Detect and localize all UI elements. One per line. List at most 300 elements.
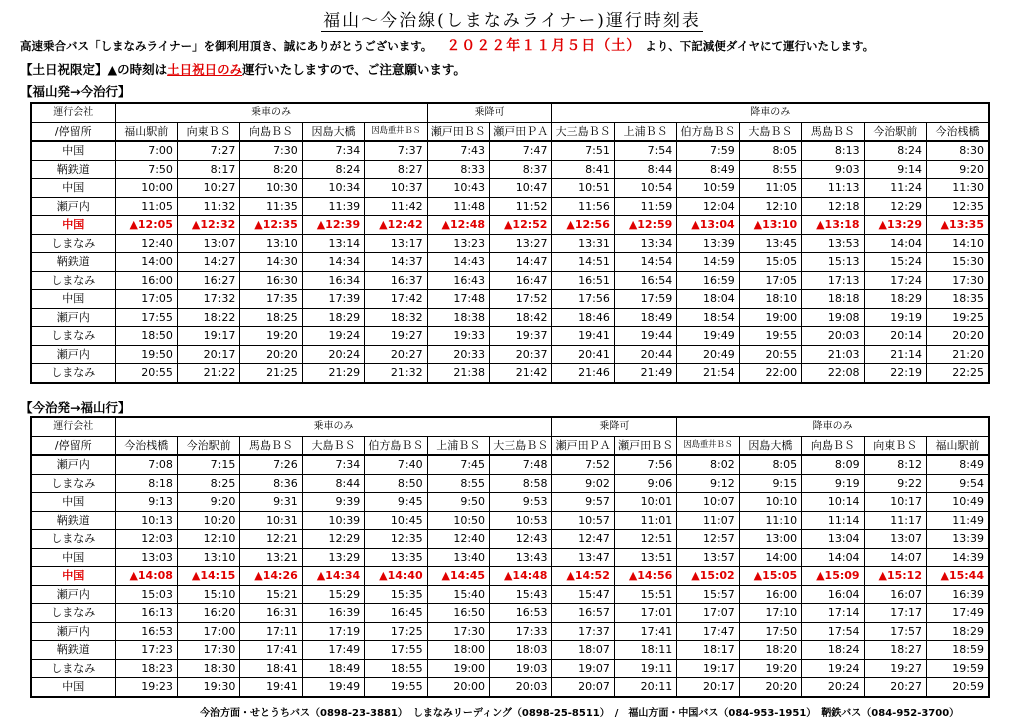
time-cell: 15:21	[240, 585, 302, 604]
time-cell: 11:14	[802, 511, 864, 530]
time-cell: 17:48	[427, 290, 489, 309]
time-cell: 13:04	[802, 530, 864, 549]
time-cell: 17:54	[802, 622, 864, 641]
time-cell: 20:07	[552, 678, 614, 697]
time-cell: 18:41	[240, 659, 302, 678]
time-cell: 18:11	[614, 641, 676, 660]
intro-before: 高速乗合バス「しまなみライナー」を御利用頂き、誠にありがとうございます。	[20, 39, 433, 53]
time-cell: 14:10	[926, 234, 989, 253]
company-cell: 中国	[31, 493, 115, 512]
time-cell: ▲15:44	[926, 567, 989, 586]
time-cell: ▲12:32	[177, 216, 239, 235]
time-cell: 20:20	[926, 327, 989, 346]
time-cell: 17:10	[739, 604, 801, 623]
time-cell: 15:05	[739, 253, 801, 272]
time-cell: 10:43	[427, 179, 489, 198]
intro-after: より、下記減便ダイヤにて運行いたします。	[645, 39, 875, 53]
company-cell: 中国	[31, 548, 115, 567]
table-row	[31, 585, 989, 604]
notice-prefix: 【土日祝限定】▲の時刻は	[20, 62, 168, 77]
time-cell: 16:27	[177, 271, 239, 290]
company-cell: 中国	[31, 179, 115, 198]
time-cell: ▲12:39	[302, 216, 364, 235]
time-cell: ▲14:48	[490, 567, 552, 586]
time-cell: ▲13:29	[864, 216, 926, 235]
company-cell: 鞆鉄道	[31, 160, 115, 179]
time-cell: 12:47	[552, 530, 614, 549]
time-cell: 19:00	[427, 659, 489, 678]
time-cell: 8:58	[490, 474, 552, 493]
time-cell: 12:35	[365, 530, 427, 549]
company-cell: 瀬戸内	[31, 197, 115, 216]
company-cell: 瀬戸内	[31, 345, 115, 364]
time-cell: 17:11	[240, 622, 302, 641]
time-cell: 21:32	[365, 364, 427, 383]
time-cell: 16:34	[302, 271, 364, 290]
stop-name: 伯方島ＢＳ	[365, 436, 427, 455]
time-cell: 13:29	[302, 548, 364, 567]
time-cell: 18:49	[614, 308, 676, 327]
time-cell: ▲14:34	[302, 567, 364, 586]
time-cell: 10:20	[177, 511, 239, 530]
time-cell: 16:50	[427, 604, 489, 623]
time-cell: 15:43	[490, 585, 552, 604]
company-cell: 中国	[31, 678, 115, 697]
time-cell: 17:55	[365, 641, 427, 660]
time-cell: 16:47	[490, 271, 552, 290]
time-cell: 14:04	[864, 234, 926, 253]
time-cell: 13:51	[614, 548, 676, 567]
stop-name: 上浦ＢＳ	[427, 436, 489, 455]
time-cell: 17:13	[802, 271, 864, 290]
time-cell: 19:07	[552, 659, 614, 678]
time-cell: ▲14:08	[115, 567, 177, 586]
time-cell: 8:44	[614, 160, 676, 179]
time-cell: 12:51	[614, 530, 676, 549]
time-cell: 8:12	[864, 455, 926, 474]
time-cell: ▲12:35	[240, 216, 302, 235]
time-cell: 14:54	[614, 253, 676, 272]
time-cell: 7:48	[490, 455, 552, 474]
time-cell: 10:49	[926, 493, 989, 512]
time-cell: 18:38	[427, 308, 489, 327]
time-cell: 20:00	[427, 678, 489, 697]
time-cell: 17:55	[115, 308, 177, 327]
time-cell: 17:19	[302, 622, 364, 641]
time-cell: 14:04	[802, 548, 864, 567]
time-cell: 19:37	[490, 327, 552, 346]
time-cell: 11:24	[864, 179, 926, 198]
time-cell: 18:29	[302, 308, 364, 327]
time-cell: 11:01	[614, 511, 676, 530]
time-cell: 20:33	[427, 345, 489, 364]
table-row	[31, 345, 989, 364]
time-cell: 7:37	[365, 141, 427, 160]
time-cell: ▲13:04	[677, 216, 739, 235]
time-cell: 19:24	[802, 659, 864, 678]
time-cell: 14:47	[490, 253, 552, 272]
time-cell: 18:29	[926, 622, 989, 641]
time-cell: 17:07	[677, 604, 739, 623]
time-cell: 15:47	[552, 585, 614, 604]
time-cell: 18:17	[677, 641, 739, 660]
time-cell: 7:34	[302, 141, 364, 160]
time-cell: 17:42	[365, 290, 427, 309]
time-cell: 18:25	[240, 308, 302, 327]
time-cell: 9:13	[115, 493, 177, 512]
time-cell: 19:41	[240, 678, 302, 697]
stop-name: 瀬戸田ＢＳ	[614, 436, 676, 455]
time-cell: 19:55	[365, 678, 427, 697]
time-cell: 16:00	[115, 271, 177, 290]
time-cell: ▲12:59	[614, 216, 676, 235]
time-cell: 11:17	[864, 511, 926, 530]
time-cell: 16:57	[552, 604, 614, 623]
time-cell: 11:42	[365, 197, 427, 216]
time-cell: 17:25	[365, 622, 427, 641]
time-cell: 9:31	[240, 493, 302, 512]
time-cell: 8:50	[365, 474, 427, 493]
company-cell: しまなみ	[31, 604, 115, 623]
time-cell: 15:03	[115, 585, 177, 604]
time-cell: 21:22	[177, 364, 239, 383]
time-cell: 8:37	[490, 160, 552, 179]
time-cell: 7:52	[552, 455, 614, 474]
company-cell: 中国	[31, 216, 115, 235]
table-row	[31, 179, 989, 198]
time-cell: 7:56	[614, 455, 676, 474]
time-cell: 12:04	[677, 197, 739, 216]
stop-header: /停留所	[31, 122, 115, 141]
time-cell: 11:10	[739, 511, 801, 530]
time-cell: 18:07	[552, 641, 614, 660]
time-cell: 19:00	[739, 308, 801, 327]
stop-name: 瀬戸田ＰＡ	[552, 436, 614, 455]
time-cell: 14:07	[864, 548, 926, 567]
time-cell: 10:17	[864, 493, 926, 512]
time-cell: 11:48	[427, 197, 489, 216]
time-cell: 20:03	[490, 678, 552, 697]
company-cell: 中国	[31, 290, 115, 309]
stop-group-header: 乗降可	[427, 103, 552, 122]
time-cell: 11:35	[240, 197, 302, 216]
company-cell: 鞆鉄道	[31, 253, 115, 272]
time-cell: 11:39	[302, 197, 364, 216]
time-cell: ▲14:26	[240, 567, 302, 586]
time-cell: ▲12:42	[365, 216, 427, 235]
stop-header-row	[31, 436, 989, 455]
stop-name: 因島重井ＢＳ	[365, 122, 427, 141]
time-cell: 7:50	[115, 160, 177, 179]
time-cell: 8:05	[739, 455, 801, 474]
time-cell: 20:44	[614, 345, 676, 364]
time-cell: 8:27	[365, 160, 427, 179]
time-cell: 15:10	[177, 585, 239, 604]
time-cell: 12:57	[677, 530, 739, 549]
time-cell: 7:51	[552, 141, 614, 160]
time-cell: 16:53	[115, 622, 177, 641]
time-cell: 8:24	[864, 141, 926, 160]
time-cell: 12:21	[240, 530, 302, 549]
time-cell: 18:18	[802, 290, 864, 309]
time-cell: 14:30	[240, 253, 302, 272]
time-cell: 7:40	[365, 455, 427, 474]
time-cell: 17:33	[490, 622, 552, 641]
time-cell: 16:30	[240, 271, 302, 290]
time-cell: 19:33	[427, 327, 489, 346]
time-cell: 9:50	[427, 493, 489, 512]
stop-name: 大島ＢＳ	[739, 122, 801, 141]
time-cell: 10:47	[490, 179, 552, 198]
time-cell: 19:50	[115, 345, 177, 364]
time-cell: 18:50	[115, 327, 177, 346]
time-cell: 8:25	[177, 474, 239, 493]
time-cell: 21:46	[552, 364, 614, 383]
time-cell: 20:55	[739, 345, 801, 364]
stop-name: 伯方島ＢＳ	[677, 122, 739, 141]
time-cell: ▲14:45	[427, 567, 489, 586]
time-cell: 10:30	[240, 179, 302, 198]
table-row	[31, 567, 989, 586]
stop-group-header: 乗車のみ	[115, 417, 552, 436]
time-cell: 17:47	[677, 622, 739, 641]
time-cell: 13:43	[490, 548, 552, 567]
time-cell: 16:04	[802, 585, 864, 604]
table-row	[31, 234, 989, 253]
time-cell: 16:39	[302, 604, 364, 623]
table-row	[31, 622, 989, 641]
company-cell: しまなみ	[31, 659, 115, 678]
company-header: 運行会社	[31, 417, 115, 436]
time-cell: 19:55	[739, 327, 801, 346]
stop-name: 大三島ＢＳ	[552, 122, 614, 141]
time-cell: 10:34	[302, 179, 364, 198]
table-row	[31, 271, 989, 290]
time-cell: 11:59	[614, 197, 676, 216]
weekend-notice	[20, 60, 466, 78]
table-row	[31, 511, 989, 530]
time-cell: 19:44	[614, 327, 676, 346]
time-cell: 13:47	[552, 548, 614, 567]
time-cell: 17:49	[302, 641, 364, 660]
time-cell: 7:54	[614, 141, 676, 160]
time-cell: 19:11	[614, 659, 676, 678]
time-cell: 14:27	[177, 253, 239, 272]
time-cell: 14:51	[552, 253, 614, 272]
notice-highlight: 土日祝日のみ	[167, 62, 243, 77]
table-row	[31, 678, 989, 697]
time-cell: 11:56	[552, 197, 614, 216]
time-cell: 8:05	[739, 141, 801, 160]
table-row	[31, 253, 989, 272]
time-cell: 9:39	[302, 493, 364, 512]
time-cell: 8:44	[302, 474, 364, 493]
stop-name: 瀬戸田ＰＡ	[490, 122, 552, 141]
time-cell: 16:53	[490, 604, 552, 623]
time-cell: 14:00	[115, 253, 177, 272]
company-cell: しまなみ	[31, 327, 115, 346]
time-cell: 18:10	[739, 290, 801, 309]
time-cell: 8:17	[177, 160, 239, 179]
time-cell: 12:10	[177, 530, 239, 549]
time-cell: 7:43	[427, 141, 489, 160]
time-cell: 8:41	[552, 160, 614, 179]
time-cell: ▲12:52	[490, 216, 552, 235]
time-cell: 20:17	[177, 345, 239, 364]
time-cell: 17:37	[552, 622, 614, 641]
time-cell: 21:49	[614, 364, 676, 383]
stop-name: 福山駅前	[926, 436, 989, 455]
time-cell: 18:49	[302, 659, 364, 678]
time-cell: 17:23	[115, 641, 177, 660]
time-cell: 17:41	[240, 641, 302, 660]
stop-name: 因島重井ＢＳ	[677, 436, 739, 455]
time-cell: 17:17	[864, 604, 926, 623]
time-cell: 13:31	[552, 234, 614, 253]
time-cell: 18:27	[864, 641, 926, 660]
stop-name: 向東ＢＳ	[177, 122, 239, 141]
stop-name: 今治桟橋	[926, 122, 989, 141]
company-cell: しまなみ	[31, 530, 115, 549]
time-cell: 10:07	[677, 493, 739, 512]
time-cell: 15:30	[926, 253, 989, 272]
table-row	[31, 141, 989, 160]
time-cell: 13:10	[240, 234, 302, 253]
time-cell: 20:03	[802, 327, 864, 346]
time-cell: 8:30	[926, 141, 989, 160]
time-cell: 13:00	[739, 530, 801, 549]
time-cell: ▲15:09	[802, 567, 864, 586]
stop-header: /停留所	[31, 436, 115, 455]
time-cell: 13:14	[302, 234, 364, 253]
time-cell: 9:12	[677, 474, 739, 493]
time-cell: 13:23	[427, 234, 489, 253]
time-cell: 13:03	[115, 548, 177, 567]
table-row	[31, 474, 989, 493]
time-cell: 20:14	[864, 327, 926, 346]
company-cell: 鞆鉄道	[31, 511, 115, 530]
stop-name: 向島ＢＳ	[802, 436, 864, 455]
stop-name: 大三島ＢＳ	[490, 436, 552, 455]
stop-name: 今治桟橋	[115, 436, 177, 455]
stop-name: 向島ＢＳ	[240, 122, 302, 141]
time-cell: 19:20	[240, 327, 302, 346]
time-cell: 19:03	[490, 659, 552, 678]
stop-group-header: 乗降可	[552, 417, 677, 436]
time-cell: 21:14	[864, 345, 926, 364]
time-cell: 11:32	[177, 197, 239, 216]
time-cell: 8:20	[240, 160, 302, 179]
table-row	[31, 493, 989, 512]
time-cell: 17:49	[926, 604, 989, 623]
time-cell: 11:07	[677, 511, 739, 530]
time-cell: 21:03	[802, 345, 864, 364]
time-cell: 19:30	[177, 678, 239, 697]
table-row	[31, 530, 989, 549]
time-cell: 22:00	[739, 364, 801, 383]
company-cell: 瀬戸内	[31, 585, 115, 604]
time-cell: 17:52	[490, 290, 552, 309]
time-cell: 21:29	[302, 364, 364, 383]
time-cell: 13:27	[490, 234, 552, 253]
table-row	[31, 364, 989, 383]
table-row	[31, 216, 989, 235]
time-cell: 16:54	[614, 271, 676, 290]
time-cell: 21:38	[427, 364, 489, 383]
time-cell: 22:19	[864, 364, 926, 383]
start-date: ２０２２年１１月５日（土）	[446, 38, 642, 54]
time-cell: 17:50	[739, 622, 801, 641]
time-cell: 13:10	[177, 548, 239, 567]
time-cell: 19:27	[365, 327, 427, 346]
time-cell: 13:45	[739, 234, 801, 253]
company-cell: 瀬戸内	[31, 622, 115, 641]
time-cell: 21:25	[240, 364, 302, 383]
time-cell: 21:20	[926, 345, 989, 364]
time-cell: 10:39	[302, 511, 364, 530]
time-cell: 11:49	[926, 511, 989, 530]
section-heading-imabari-fukuyama: 【今治発→福山行】	[20, 400, 131, 415]
time-cell: 9:22	[864, 474, 926, 493]
time-cell: 17:05	[115, 290, 177, 309]
time-cell: 15:29	[302, 585, 364, 604]
time-cell: 15:13	[802, 253, 864, 272]
time-cell: 15:35	[365, 585, 427, 604]
time-cell: 12:43	[490, 530, 552, 549]
time-cell: 12:29	[302, 530, 364, 549]
time-cell: 18:46	[552, 308, 614, 327]
time-cell: 16:45	[365, 604, 427, 623]
time-cell: 8:18	[115, 474, 177, 493]
time-cell: 19:19	[864, 308, 926, 327]
time-cell: 20:59	[926, 678, 989, 697]
time-cell: 18:54	[677, 308, 739, 327]
time-cell: 21:54	[677, 364, 739, 383]
time-cell: 13:34	[614, 234, 676, 253]
time-cell: 9:20	[177, 493, 239, 512]
time-cell: 14:39	[926, 548, 989, 567]
stop-name: 福山駅前	[115, 122, 177, 141]
time-cell: 19:17	[677, 659, 739, 678]
time-cell: 17:32	[177, 290, 239, 309]
time-cell: 12:10	[739, 197, 801, 216]
time-cell: 9:45	[365, 493, 427, 512]
time-cell: ▲15:12	[864, 567, 926, 586]
time-cell: 19:49	[677, 327, 739, 346]
company-cell: 鞆鉄道	[31, 641, 115, 660]
time-cell: ▲15:02	[677, 567, 739, 586]
time-cell: 16:00	[739, 585, 801, 604]
time-cell: ▲12:48	[427, 216, 489, 235]
time-cell: 19:59	[926, 659, 989, 678]
time-cell: 7:15	[177, 455, 239, 474]
page-title: 福山～今治線(しまなみライナー)運行時刻表	[323, 11, 701, 31]
time-cell: ▲13:18	[802, 216, 864, 235]
timetable-imabari-to-fukuyama	[30, 416, 990, 698]
stop-group-header: 乗車のみ	[115, 103, 427, 122]
table-row	[31, 659, 989, 678]
time-cell: 17:56	[552, 290, 614, 309]
time-cell: 18:22	[177, 308, 239, 327]
time-cell: 20:17	[677, 678, 739, 697]
time-cell: 13:40	[427, 548, 489, 567]
time-cell: 7:30	[240, 141, 302, 160]
time-cell: 9:53	[490, 493, 552, 512]
time-cell: 19:41	[552, 327, 614, 346]
time-cell: 9:57	[552, 493, 614, 512]
contact-footer: 今治方面・せとうちバス（0898-23-3881） しまなみリーディング（0898-25-8511） / 福山方面・中国バス（084-953-1951） 鞆鉄バス（084-952-3700）	[200, 708, 960, 719]
time-cell: 14:00	[739, 548, 801, 567]
